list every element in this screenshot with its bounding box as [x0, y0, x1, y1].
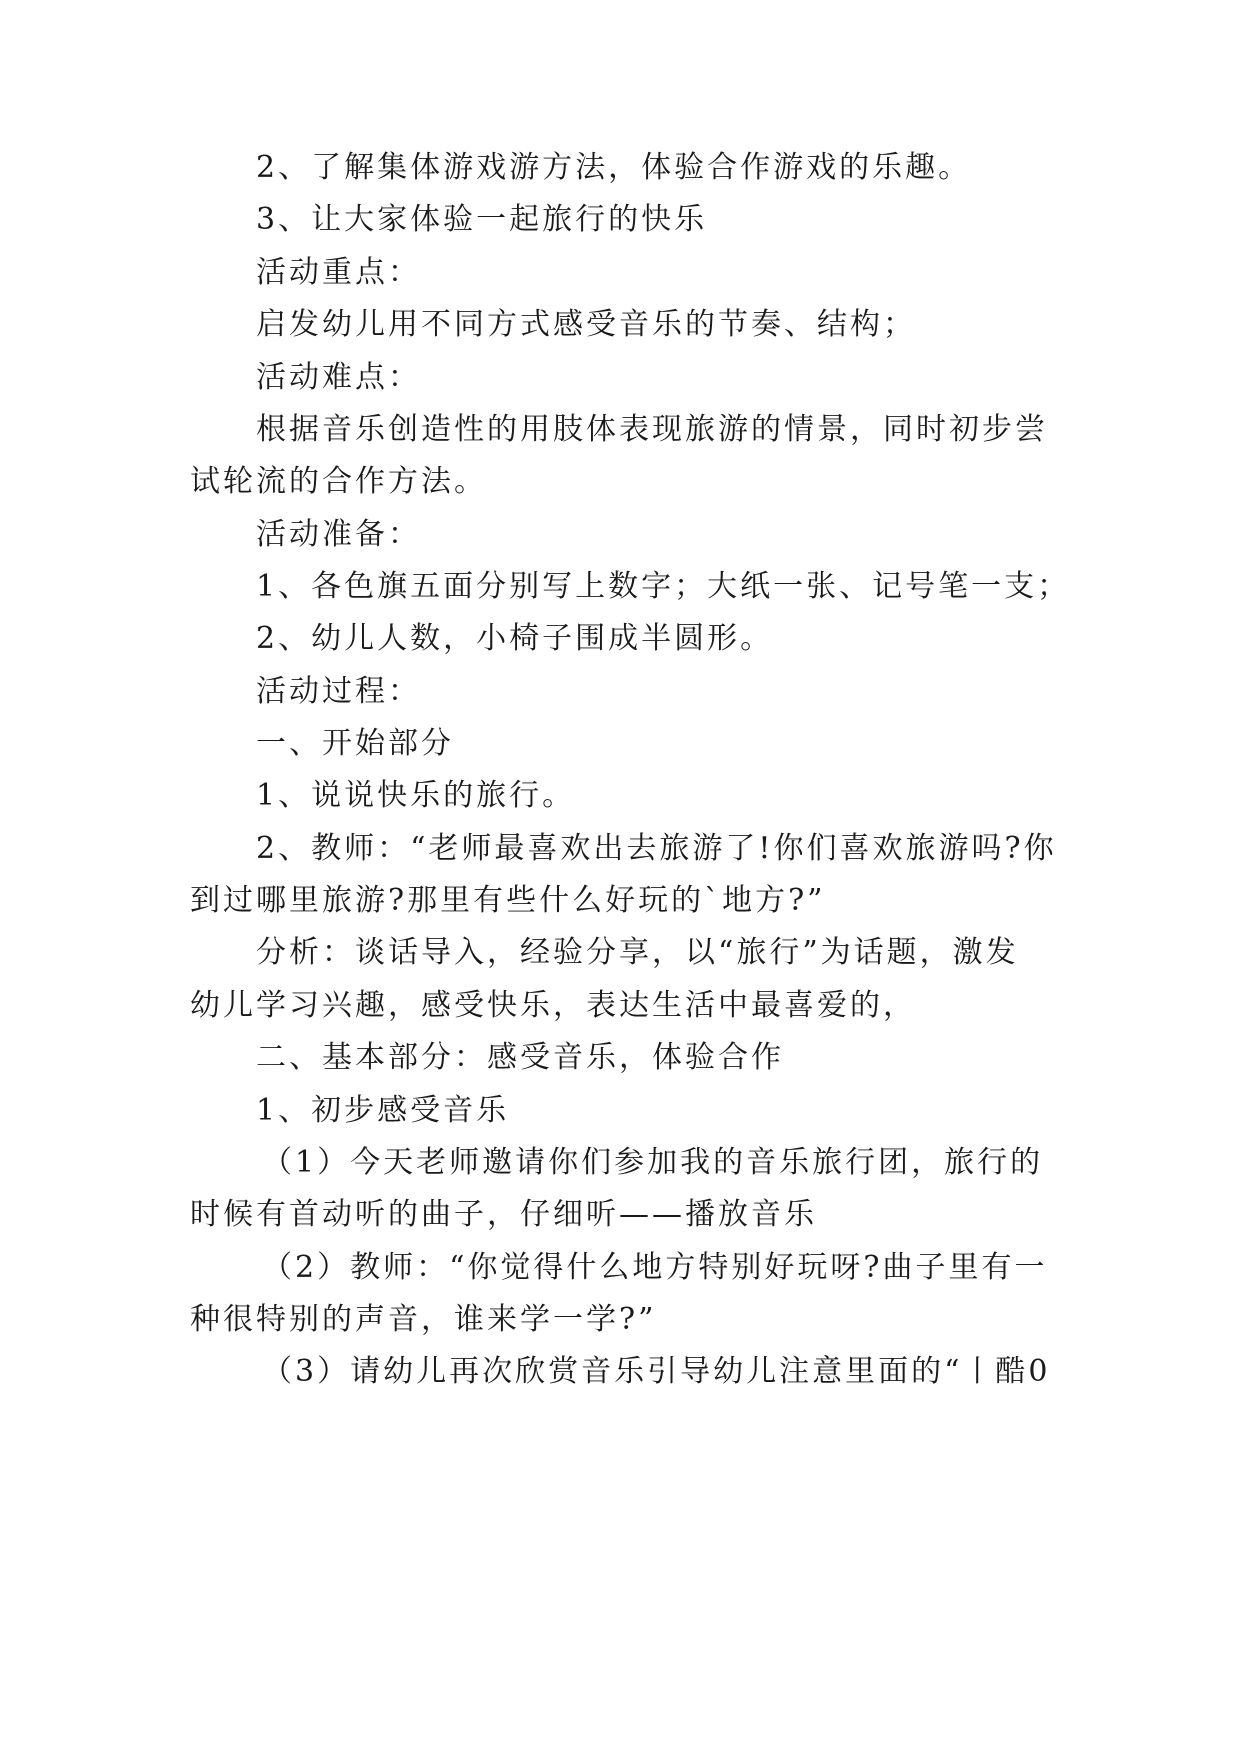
paragraph-line: 根据音乐创造性的用肢体表现旅游的情景，同时初步尝 [256, 412, 1048, 447]
paragraph-line: 时候有首动听的曲子，仔细听——播放音乐 [190, 1197, 817, 1232]
paragraph-line: 种很特别的声音，谁来学一学?” [190, 1302, 657, 1337]
section-heading: 活动难点： [256, 360, 421, 395]
paragraph-line: 2、幼儿人数，小椅子围成半圆形。 [256, 621, 774, 656]
section-heading: 一、开始部分 [256, 726, 454, 761]
paragraph-line: 启发幼儿用不同方式感受音乐的节奏、结构； [256, 307, 916, 342]
paragraph-line: 到过哪里旅游?那里有些什么好玩的`地方?” [190, 883, 826, 918]
section-heading: 活动重点： [256, 255, 421, 290]
paragraph-line: 2、了解集体游戏游方法，体验合作游戏的乐趣。 [256, 150, 972, 185]
paragraph-line: 2、教师：“老师最喜欢出去旅游了!你们喜欢旅游吗?你 [256, 831, 1057, 866]
paragraph-line: 1、初步感受音乐 [256, 1093, 510, 1128]
paragraph-line: 1、说说快乐的旅行。 [256, 778, 576, 813]
paragraph-line: 1、各色旗五面分别写上数字；大纸一张、记号笔一支； [256, 569, 1071, 604]
section-heading: 活动准备： [256, 517, 421, 552]
paragraph-line: 分析：谈话导入，经验分享，以“旅行”为话题，激发 [256, 935, 1019, 970]
paragraph-line: （2）教师：“你觉得什么地方特别好玩呀?曲子里有一 [262, 1250, 1048, 1285]
section-heading: 活动过程： [256, 674, 421, 709]
paragraph-line: 试轮流的合作方法。 [190, 464, 487, 499]
paragraph-line: （1）今天老师邀请你们参加我的音乐旅行团，旅行的 [262, 1145, 1044, 1180]
paragraph-line: （3）请幼儿再次欣赏音乐引导幼儿注意里面的“丨酷0 [262, 1354, 1051, 1389]
section-heading: 二、基本部分：感受音乐，体验合作 [256, 1040, 784, 1075]
paragraph-line: 幼儿学习兴趣，感受快乐，表达生活中最喜爱的， [190, 988, 916, 1023]
paragraph-line: 3、让大家体验一起旅行的快乐 [256, 202, 708, 237]
